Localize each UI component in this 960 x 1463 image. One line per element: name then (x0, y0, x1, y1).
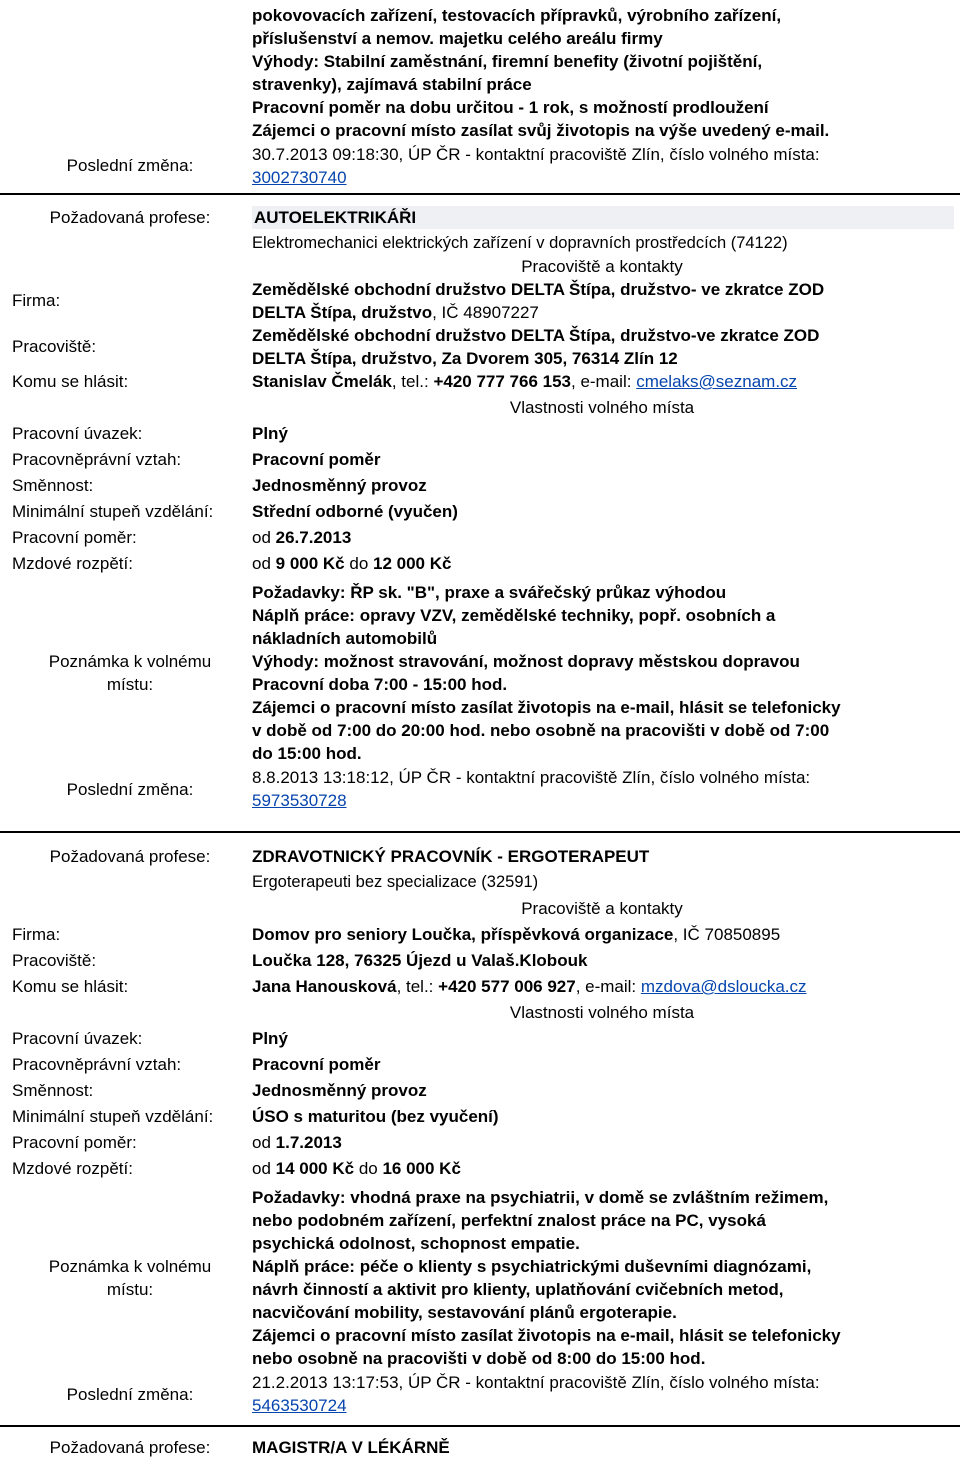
salary-value (252, 1157, 952, 1180)
last-change-label: Poslední změna: (66, 780, 194, 799)
contact-name: Jana Hanousková (252, 977, 397, 996)
firm-name-2: DELTA Štípa, družstvo (252, 303, 433, 322)
section-divider (0, 1425, 960, 1427)
job-category: Elektromechanici elektrických zařízení v dopravních prostředcích (74122) (252, 234, 788, 252)
section-divider (0, 193, 960, 195)
profession-label: Požadovaná profese: (49, 208, 211, 227)
note-line: Požadavky: vhodná praxe na psychiatrii, v domě se zvláštním režimem, (252, 1188, 829, 1207)
workload-label: Pracovní úvazek: (12, 424, 143, 443)
note-line: Zájemci o pracovní místo zasílat životopis na e-mail, hlásit se telefonicky (252, 1326, 841, 1345)
contact-value (252, 975, 952, 998)
job-category: Ergoterapeuti bez specializace (32591) (252, 873, 539, 891)
workplace-label: Pracoviště: (12, 337, 97, 356)
relation-value: Pracovní poměr (252, 450, 381, 469)
note-label-line: místu: (106, 1280, 154, 1299)
firm-ico: 70850895 (704, 925, 781, 944)
salary-to: 16 000 Kč (382, 1159, 461, 1178)
relation-label: Pracovněprávní vztah: (12, 450, 182, 469)
employment-value (252, 526, 952, 549)
contacts-heading: Pracoviště a kontakty (521, 257, 683, 276)
education-value: ÚSO s maturitou (bez vyučení) (252, 1107, 499, 1126)
note-line: Zájemci o pracovní místo zasílat svůj životopis na výše uvedený e-mail. (252, 121, 830, 140)
from-label: od (252, 1133, 276, 1152)
last-change-text: 8.8.2013 13:18:12, ÚP ČR - kontaktní pracoviště Zlín, číslo volného místa: (252, 768, 811, 787)
contact-email-link[interactable]: cmelaks@seznam.cz (636, 372, 798, 391)
salary-value (252, 552, 952, 575)
firm-name: Domov pro seniory Loučka, příspěvková organizace (252, 925, 674, 944)
from-label: od (252, 1159, 276, 1178)
note-line: nacvičování mobility, sestavování plánů ergoterapie. (252, 1303, 677, 1322)
workload-value: Plný (252, 1029, 288, 1048)
email-label: , e-mail: (571, 372, 637, 391)
vacancy-number-link[interactable]: 3002730740 (252, 168, 347, 187)
relation-label: Pracovněprávní vztah: (12, 1055, 182, 1074)
contact-label: Komu se hlásit: (12, 372, 129, 391)
vacancy-number-link[interactable]: 5463530724 (252, 1396, 347, 1415)
note-line: Požadavky: ŘP sk. "B", praxe a svářečský průkaz výhodou (252, 583, 727, 602)
last-change-text: 30.7.2013 09:18:30, ÚP ČR - kontaktní pracoviště Zlín, číslo volného místa: (252, 145, 820, 164)
to-label: do (354, 1159, 383, 1178)
note-line: návrh činností a aktivit pro klienty, uplatňování cvičebních metod, (252, 1280, 784, 1299)
section-divider (0, 831, 960, 833)
ico-label: , IČ (673, 925, 705, 944)
note-value (252, 581, 952, 765)
contact-name: Stanislav Čmelák (252, 372, 392, 391)
note-line: nákladních automobilů (252, 629, 438, 648)
salary-from: 14 000 Kč (275, 1159, 355, 1178)
contact-phone: +420 577 006 927 (438, 977, 576, 996)
note-line: nebo osobně na pracovišti v době od 8:00 do 15:00 hod. (252, 1349, 706, 1368)
tel-label: , tel.: (396, 977, 439, 996)
firm-value (252, 923, 952, 946)
firm-ico: 48907227 (463, 303, 539, 322)
note-label (12, 650, 248, 696)
contact-label: Komu se hlásit: (12, 977, 129, 996)
job-title: AUTOELEKTRIKÁŘI (252, 206, 954, 229)
firm-label: Firma: (12, 291, 61, 310)
workplace-value (252, 324, 952, 370)
last-change-value (252, 143, 952, 189)
workload-value: Plný (252, 424, 288, 443)
vacancy-number-link[interactable]: 5973530728 (252, 791, 347, 810)
note-label-line: Poznámka k volnému (48, 652, 212, 671)
workload-label: Pracovní úvazek: (12, 1029, 143, 1048)
note-value (252, 1186, 952, 1370)
note-line: psychická odolnost, schopnost empatie. (252, 1234, 580, 1253)
note-line: v době od 7:00 do 20:00 hod. nebo osobně na pracovišti v době od 7:00 (252, 721, 830, 740)
salary-to: 12 000 Kč (373, 554, 452, 573)
note-line: do 15:00 hod. (252, 744, 362, 763)
workplace-label: Pracoviště: (12, 951, 97, 970)
last-change-value (252, 1371, 952, 1417)
last-change-label: Poslední změna: (66, 156, 194, 175)
contacts-heading: Pracoviště a kontakty (521, 899, 683, 918)
employment-date: 26.7.2013 (275, 528, 352, 547)
profession-label: Požadovaná profese: (49, 1438, 211, 1457)
salary-label: Mzdové rozpětí: (12, 1159, 133, 1178)
note-line: nebo podobném zařízení, perfektní znalost práce na PC, vysoká (252, 1211, 766, 1230)
note-line: pokovovacích zařízení, testovacích přípravků, výrobního zařízení, (252, 6, 782, 25)
profession-label: Požadovaná profese: (49, 847, 211, 866)
contact-email-link[interactable]: mzdova@dsloucka.cz (640, 977, 807, 996)
firm-name: Zemědělské obchodní družstvo DELTA Štípa, družstvo- ve zkratce ZOD (252, 280, 825, 299)
shifts-value: Jednosměnný provoz (252, 476, 427, 495)
note-label-line: Poznámka k volnému (48, 1257, 212, 1276)
contact-value (252, 370, 952, 393)
employment-label: Pracovní poměr: (12, 528, 137, 547)
props-heading: Vlastnosti volného místa (509, 1003, 695, 1022)
last-change-text: 21.2.2013 13:17:53, ÚP ČR - kontaktní pracoviště Zlín, číslo volného místa: (252, 1373, 820, 1392)
props-heading: Vlastnosti volného místa (509, 398, 695, 417)
note-line: stravenky), zajímavá stabilní práce (252, 75, 532, 94)
shifts-label: Směnnost: (12, 476, 94, 495)
email-label: , e-mail: (575, 977, 641, 996)
last-change-label: Poslední změna: (66, 1385, 194, 1404)
contact-phone: +420 777 766 153 (433, 372, 571, 391)
note-line: Pracovní poměr na dobu určitou - 1 rok, s možností prodloužení (252, 98, 769, 117)
note-label-line: místu: (106, 675, 154, 694)
note-label (12, 1255, 248, 1301)
job-listing (0, 1436, 960, 1459)
job-title: ZDRAVOTNICKÝ PRACOVNÍK - ERGOTERAPEUT (252, 847, 650, 866)
note-line: Zájemci o pracovní místo zasílat životopis na e-mail, hlásit se telefonicky (252, 698, 841, 717)
education-label: Minimální stupeň vzdělání: (12, 1107, 214, 1126)
salary-from: 9 000 Kč (275, 554, 345, 573)
job-listing (0, 845, 960, 1417)
employment-label: Pracovní poměr: (12, 1133, 137, 1152)
workplace-value: Loučka 128, 76325 Újezd u Valaš.Klobouk (252, 951, 588, 970)
workplace-line: Zemědělské obchodní družstvo DELTA Štípa, družstvo-ve zkratce ZOD (252, 326, 820, 345)
firm-value (252, 278, 952, 324)
firm-label: Firma: (12, 925, 61, 944)
shifts-label: Směnnost: (12, 1081, 94, 1100)
relation-value: Pracovní poměr (252, 1055, 381, 1074)
education-value: Střední odborné (vyučen) (252, 502, 458, 521)
note-line: Náplň práce: péče o klienty s psychiatrickými duševními diagnózami, (252, 1257, 812, 1276)
top-note (252, 4, 952, 142)
top-section (0, 4, 960, 189)
to-label: do (344, 554, 373, 573)
note-line: Výhody: Stabilní zaměstnání, firemní benefity (životní pojištění, (252, 52, 763, 71)
job-title: MAGISTR/A V LÉKÁRNĚ (252, 1438, 450, 1457)
note-line: Výhody: možnost stravování, možnost dopravy městskou dopravou (252, 652, 800, 671)
salary-label: Mzdové rozpětí: (12, 554, 133, 573)
note-line: příslušenství a nemov. majetku celého areálu firmy (252, 29, 663, 48)
job-listing (0, 206, 960, 812)
last-change-value (252, 766, 952, 812)
from-label: od (252, 528, 276, 547)
education-label: Minimální stupeň vzdělání: (12, 502, 214, 521)
employment-date: 1.7.2013 (275, 1133, 342, 1152)
note-line: Pracovní doba 7:00 - 15:00 hod. (252, 675, 508, 694)
tel-label: , tel.: (391, 372, 434, 391)
employment-value (252, 1131, 952, 1154)
ico-label: , IČ (432, 303, 464, 322)
shifts-value: Jednosměnný provoz (252, 1081, 427, 1100)
from-label: od (252, 554, 276, 573)
note-line: Náplň práce: opravy VZV, zemědělské techniky, popř. osobních a (252, 606, 776, 625)
workplace-line: DELTA Štípa, družstvo, Za Dvorem 305, 76314 Zlín 12 (252, 349, 678, 368)
